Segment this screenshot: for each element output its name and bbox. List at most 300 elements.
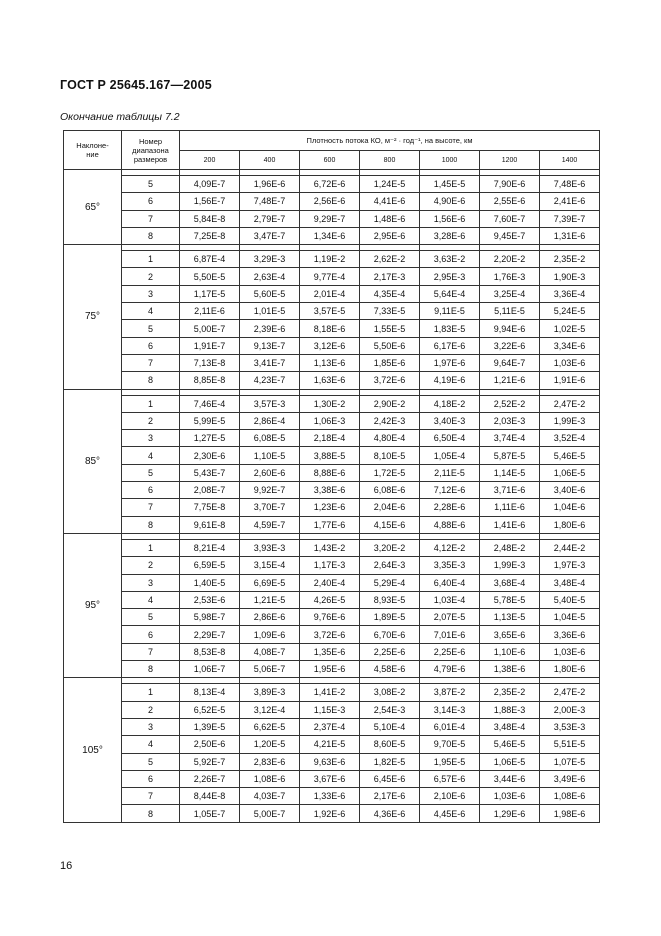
table-row bbox=[64, 661, 600, 678]
density-value-cell: 1,82Е-5 bbox=[360, 753, 420, 770]
density-value-cell: 4,88Е-6 bbox=[420, 516, 480, 533]
size-range-cell: 6 bbox=[122, 337, 180, 354]
density-value-cell: 1,11Е-6 bbox=[480, 499, 540, 516]
inclination-cell: 85° bbox=[64, 389, 122, 533]
density-value-cell: 2,90Е-2 bbox=[360, 395, 420, 412]
table-row bbox=[64, 718, 600, 735]
density-value-cell: 4,19Е-6 bbox=[420, 372, 480, 389]
density-value-cell: 1,34Е-6 bbox=[300, 227, 360, 244]
size-range-cell: 1 bbox=[122, 395, 180, 412]
density-value-cell: 1,99Е-3 bbox=[540, 412, 600, 429]
density-value-cell: 1,41Е-6 bbox=[480, 516, 540, 533]
density-value-cell: 5,98Е-7 bbox=[180, 609, 240, 626]
density-value-cell: 3,29Е-3 bbox=[240, 251, 300, 268]
inclination-cell: 95° bbox=[64, 533, 122, 677]
table-row bbox=[64, 539, 600, 556]
density-value-cell: 1,13Е-5 bbox=[480, 609, 540, 626]
density-value-cell: 1,20Е-5 bbox=[240, 736, 300, 753]
density-value-cell: 2,00Е-3 bbox=[540, 701, 600, 718]
density-value-cell: 4,15Е-6 bbox=[360, 516, 420, 533]
density-value-cell: 2,56Е-6 bbox=[300, 193, 360, 210]
density-value-cell: 7,25Е-8 bbox=[180, 227, 240, 244]
density-value-cell: 1,21Е-5 bbox=[240, 591, 300, 608]
density-value-cell: 2,60Е-6 bbox=[240, 464, 300, 481]
table-row bbox=[64, 354, 600, 371]
density-value-cell: 3,71Е-6 bbox=[480, 482, 540, 499]
density-value-cell: 3,53Е-3 bbox=[540, 718, 600, 735]
density-value-cell: 5,00Е-7 bbox=[180, 320, 240, 337]
size-range-cell: 4 bbox=[122, 447, 180, 464]
table-row bbox=[64, 210, 600, 227]
density-value-cell: 1,63Е-6 bbox=[300, 372, 360, 389]
table-row bbox=[64, 193, 600, 210]
density-value-cell: 9,11Е-5 bbox=[420, 303, 480, 320]
density-value-cell: 1,04Е-5 bbox=[540, 609, 600, 626]
size-range-cell: 2 bbox=[122, 701, 180, 718]
density-value-cell: 1,17Е-3 bbox=[300, 557, 360, 574]
density-value-cell: 2,47Е-2 bbox=[540, 395, 600, 412]
density-value-cell: 1,23Е-6 bbox=[300, 499, 360, 516]
density-value-cell: 1,21Е-6 bbox=[480, 372, 540, 389]
density-value-cell: 6,62Е-5 bbox=[240, 718, 300, 735]
size-range-header: Номер диапазона размеров bbox=[122, 131, 180, 170]
density-value-cell: 3,20Е-2 bbox=[360, 539, 420, 556]
density-value-cell: 6,08Е-6 bbox=[360, 482, 420, 499]
size-range-cell: 6 bbox=[122, 482, 180, 499]
altitude-header: 200 bbox=[180, 151, 240, 170]
density-value-cell: 4,23Е-7 bbox=[240, 372, 300, 389]
density-value-cell: 7,01Е-6 bbox=[420, 626, 480, 643]
density-value-cell: 1,90Е-3 bbox=[540, 268, 600, 285]
density-value-cell: 1,03Е-6 bbox=[540, 354, 600, 371]
density-value-cell: 1,09Е-6 bbox=[240, 626, 300, 643]
density-value-cell: 4,41Е-6 bbox=[360, 193, 420, 210]
size-range-cell: 3 bbox=[122, 430, 180, 447]
table-row bbox=[64, 499, 600, 516]
density-value-cell: 3,12Е-6 bbox=[300, 337, 360, 354]
table-row bbox=[64, 557, 600, 574]
density-value-cell: 5,10Е-4 bbox=[360, 718, 420, 735]
density-value-cell: 4,59Е-7 bbox=[240, 516, 300, 533]
table-row bbox=[64, 430, 600, 447]
density-value-cell: 1,24Е-5 bbox=[360, 176, 420, 193]
density-value-cell: 6,45Е-6 bbox=[360, 770, 420, 787]
density-value-cell: 4,36Е-6 bbox=[360, 805, 420, 822]
density-value-cell: 3,48Е-4 bbox=[480, 718, 540, 735]
density-value-cell: 3,25Е-4 bbox=[480, 285, 540, 302]
density-value-cell: 1,10Е-5 bbox=[240, 447, 300, 464]
density-value-cell: 3,47Е-7 bbox=[240, 227, 300, 244]
density-value-cell: 9,13Е-7 bbox=[240, 337, 300, 354]
density-value-cell: 1,91Е-6 bbox=[540, 372, 600, 389]
density-value-cell: 6,69Е-5 bbox=[240, 574, 300, 591]
size-range-cell: 5 bbox=[122, 320, 180, 337]
table-row bbox=[64, 395, 600, 412]
density-value-cell: 1,30Е-2 bbox=[300, 395, 360, 412]
density-value-cell: 2,54Е-3 bbox=[360, 701, 420, 718]
inclination-cell: 75° bbox=[64, 245, 122, 389]
size-range-cell: 3 bbox=[122, 574, 180, 591]
size-range-cell: 5 bbox=[122, 464, 180, 481]
size-range-cell: 8 bbox=[122, 372, 180, 389]
density-value-cell: 1,07Е-5 bbox=[540, 753, 600, 770]
density-value-cell: 9,29Е-7 bbox=[300, 210, 360, 227]
density-value-cell: 3,93Е-3 bbox=[240, 539, 300, 556]
density-value-cell: 2,08Е-7 bbox=[180, 482, 240, 499]
altitude-header: 1200 bbox=[480, 151, 540, 170]
altitude-header: 600 bbox=[300, 151, 360, 170]
size-range-cell: 7 bbox=[122, 643, 180, 660]
density-value-cell: 1,56Е-6 bbox=[420, 210, 480, 227]
density-value-cell: 2,25Е-6 bbox=[420, 643, 480, 660]
density-value-cell: 4,03Е-7 bbox=[240, 788, 300, 805]
density-value-cell: 2,40Е-4 bbox=[300, 574, 360, 591]
document-title: ГОСТ Р 25645.167—2005 bbox=[60, 78, 212, 92]
density-value-cell: 7,39Е-7 bbox=[540, 210, 600, 227]
density-value-cell: 6,08Е-5 bbox=[240, 430, 300, 447]
density-value-cell: 5,78Е-5 bbox=[480, 591, 540, 608]
density-value-cell: 5,87Е-5 bbox=[480, 447, 540, 464]
density-value-cell: 2,52Е-2 bbox=[480, 395, 540, 412]
density-value-cell: 3,28Е-6 bbox=[420, 227, 480, 244]
density-value-cell: 1,55Е-5 bbox=[360, 320, 420, 337]
inclination-header: Наклоне- ние bbox=[64, 131, 122, 170]
density-value-cell: 3,48Е-4 bbox=[540, 574, 600, 591]
density-value-cell: 2,07Е-5 bbox=[420, 609, 480, 626]
density-value-cell: 8,53Е-8 bbox=[180, 643, 240, 660]
density-value-cell: 5,40Е-5 bbox=[540, 591, 600, 608]
table-row bbox=[64, 285, 600, 302]
density-value-cell: 9,64Е-7 bbox=[480, 354, 540, 371]
density-value-cell: 6,87Е-4 bbox=[180, 251, 240, 268]
density-value-cell: 5,24Е-5 bbox=[540, 303, 600, 320]
density-value-cell: 9,94Е-6 bbox=[480, 320, 540, 337]
density-value-cell: 3,89Е-3 bbox=[240, 684, 300, 701]
size-range-cell: 6 bbox=[122, 193, 180, 210]
density-value-cell: 1,08Е-6 bbox=[240, 770, 300, 787]
density-value-cell: 2,86Е-4 bbox=[240, 412, 300, 429]
density-value-cell: 5,51Е-5 bbox=[540, 736, 600, 753]
density-value-cell: 3,36Е-6 bbox=[540, 626, 600, 643]
density-value-cell: 2,50Е-6 bbox=[180, 736, 240, 753]
density-value-cell: 1,15Е-3 bbox=[300, 701, 360, 718]
altitude-header: 800 bbox=[360, 151, 420, 170]
density-value-cell: 1,89Е-5 bbox=[360, 609, 420, 626]
density-value-cell: 1,29Е-6 bbox=[480, 805, 540, 822]
density-value-cell: 8,13Е-4 bbox=[180, 684, 240, 701]
density-value-cell: 2,35Е-2 bbox=[480, 684, 540, 701]
size-range-cell: 3 bbox=[122, 285, 180, 302]
density-value-cell: 3,12Е-4 bbox=[240, 701, 300, 718]
density-value-cell: 5,46Е-5 bbox=[480, 736, 540, 753]
density-value-cell: 2,63Е-4 bbox=[240, 268, 300, 285]
density-value-cell: 1,77Е-6 bbox=[300, 516, 360, 533]
density-value-cell: 4,45Е-6 bbox=[420, 805, 480, 822]
density-value-cell: 5,64Е-4 bbox=[420, 285, 480, 302]
density-value-cell: 1,85Е-6 bbox=[360, 354, 420, 371]
table-row bbox=[64, 609, 600, 626]
density-header: Плотность потока КО, м⁻² · год⁻¹, на высоте, км bbox=[180, 131, 600, 151]
density-value-cell: 4,21Е-5 bbox=[300, 736, 360, 753]
density-value-cell: 7,75Е-8 bbox=[180, 499, 240, 516]
density-value-cell: 1,06Е-3 bbox=[300, 412, 360, 429]
density-value-cell: 8,88Е-6 bbox=[300, 464, 360, 481]
density-value-cell: 3,52Е-4 bbox=[540, 430, 600, 447]
density-value-cell: 6,70Е-6 bbox=[360, 626, 420, 643]
density-value-cell: 1,03Е-6 bbox=[480, 788, 540, 805]
density-value-cell: 5,00Е-7 bbox=[240, 805, 300, 822]
density-value-cell: 3,14Е-3 bbox=[420, 701, 480, 718]
density-value-cell: 5,84Е-8 bbox=[180, 210, 240, 227]
flux-density-table bbox=[63, 130, 600, 823]
size-range-cell: 2 bbox=[122, 268, 180, 285]
density-value-cell: 4,26Е-5 bbox=[300, 591, 360, 608]
size-range-cell: 6 bbox=[122, 626, 180, 643]
density-value-cell: 8,85Е-8 bbox=[180, 372, 240, 389]
size-range-cell: 5 bbox=[122, 176, 180, 193]
density-value-cell: 8,18Е-6 bbox=[300, 320, 360, 337]
density-value-cell: 1,04Е-6 bbox=[540, 499, 600, 516]
density-value-cell: 9,70Е-5 bbox=[420, 736, 480, 753]
table-row bbox=[64, 464, 600, 481]
table-row bbox=[64, 447, 600, 464]
table-row bbox=[64, 227, 600, 244]
density-value-cell: 1,48Е-6 bbox=[360, 210, 420, 227]
size-range-cell: 7 bbox=[122, 499, 180, 516]
table-row bbox=[64, 684, 600, 701]
table-row bbox=[64, 753, 600, 770]
size-range-cell: 3 bbox=[122, 718, 180, 735]
density-value-cell: 1,19Е-2 bbox=[300, 251, 360, 268]
size-range-cell: 8 bbox=[122, 516, 180, 533]
density-value-cell: 3,41Е-7 bbox=[240, 354, 300, 371]
density-value-cell: 4,90Е-6 bbox=[420, 193, 480, 210]
density-value-cell: 2,11Е-6 bbox=[180, 303, 240, 320]
table-row bbox=[64, 482, 600, 499]
density-value-cell: 8,44Е-8 bbox=[180, 788, 240, 805]
altitude-header: 400 bbox=[240, 151, 300, 170]
table-row bbox=[64, 516, 600, 533]
density-value-cell: 6,01Е-4 bbox=[420, 718, 480, 735]
density-value-cell: 2,20Е-2 bbox=[480, 251, 540, 268]
size-range-cell: 4 bbox=[122, 303, 180, 320]
density-value-cell: 1,38Е-6 bbox=[480, 661, 540, 678]
table-row bbox=[64, 736, 600, 753]
size-range-cell: 5 bbox=[122, 753, 180, 770]
density-value-cell: 4,35Е-4 bbox=[360, 285, 420, 302]
density-value-cell: 1,72Е-5 bbox=[360, 464, 420, 481]
density-value-cell: 2,04Е-6 bbox=[360, 499, 420, 516]
density-value-cell: 1,05Е-7 bbox=[180, 805, 240, 822]
size-range-cell: 7 bbox=[122, 210, 180, 227]
density-value-cell: 9,76Е-6 bbox=[300, 609, 360, 626]
density-value-cell: 2,03Е-3 bbox=[480, 412, 540, 429]
density-value-cell: 9,45Е-7 bbox=[480, 227, 540, 244]
density-value-cell: 1,92Е-6 bbox=[300, 805, 360, 822]
density-value-cell: 1,08Е-6 bbox=[540, 788, 600, 805]
density-value-cell: 1,41Е-2 bbox=[300, 684, 360, 701]
table-row bbox=[64, 805, 600, 822]
density-value-cell: 2,17Е-6 bbox=[360, 788, 420, 805]
density-value-cell: 3,40Е-3 bbox=[420, 412, 480, 429]
size-range-cell: 6 bbox=[122, 770, 180, 787]
density-value-cell: 3,70Е-7 bbox=[240, 499, 300, 516]
density-value-cell: 1,99Е-3 bbox=[480, 557, 540, 574]
size-range-cell: 8 bbox=[122, 661, 180, 678]
density-value-cell: 4,12Е-2 bbox=[420, 539, 480, 556]
density-value-cell: 1,95Е-5 bbox=[420, 753, 480, 770]
density-value-cell: 1,03Е-6 bbox=[540, 643, 600, 660]
altitude-header: 1000 bbox=[420, 151, 480, 170]
density-value-cell: 7,12Е-6 bbox=[420, 482, 480, 499]
density-value-cell: 3,72Е-6 bbox=[300, 626, 360, 643]
density-value-cell: 3,49Е-6 bbox=[540, 770, 600, 787]
density-value-cell: 6,40Е-4 bbox=[420, 574, 480, 591]
page-number: 16 bbox=[60, 860, 73, 872]
altitude-header: 1400 bbox=[540, 151, 600, 170]
table-row bbox=[64, 303, 600, 320]
density-value-cell: 2,17Е-3 bbox=[360, 268, 420, 285]
table-caption: Окончание таблицы 7.2 bbox=[60, 111, 180, 123]
density-value-cell: 2,55Е-6 bbox=[480, 193, 540, 210]
table-row bbox=[64, 176, 600, 193]
density-value-cell: 2,83Е-6 bbox=[240, 753, 300, 770]
density-value-cell: 6,52Е-5 bbox=[180, 701, 240, 718]
density-value-cell: 1,76Е-3 bbox=[480, 268, 540, 285]
density-value-cell: 2,44Е-2 bbox=[540, 539, 600, 556]
density-value-cell: 1,33Е-6 bbox=[300, 788, 360, 805]
density-value-cell: 2,79Е-7 bbox=[240, 210, 300, 227]
density-value-cell: 3,35Е-3 bbox=[420, 557, 480, 574]
inclination-cell: 65° bbox=[64, 170, 122, 245]
density-value-cell: 2,10Е-6 bbox=[420, 788, 480, 805]
size-range-cell: 1 bbox=[122, 539, 180, 556]
density-value-cell: 1,98Е-6 bbox=[540, 805, 600, 822]
density-value-cell: 3,88Е-5 bbox=[300, 447, 360, 464]
density-value-cell: 3,44Е-6 bbox=[480, 770, 540, 787]
table-row bbox=[64, 268, 600, 285]
density-value-cell: 5,50Е-6 bbox=[360, 337, 420, 354]
density-value-cell: 9,61Е-8 bbox=[180, 516, 240, 533]
density-value-cell: 7,48Е-7 bbox=[240, 193, 300, 210]
density-value-cell: 1,40Е-5 bbox=[180, 574, 240, 591]
density-value-cell: 6,59Е-5 bbox=[180, 557, 240, 574]
density-value-cell: 2,11Е-5 bbox=[420, 464, 480, 481]
density-value-cell: 5,29Е-4 bbox=[360, 574, 420, 591]
density-value-cell: 7,46Е-4 bbox=[180, 395, 240, 412]
density-value-cell: 2,39Е-6 bbox=[240, 320, 300, 337]
density-value-cell: 1,45Е-5 bbox=[420, 176, 480, 193]
density-value-cell: 1,13Е-6 bbox=[300, 354, 360, 371]
table-row bbox=[64, 701, 600, 718]
density-value-cell: 2,25Е-6 bbox=[360, 643, 420, 660]
inclination-cell: 105° bbox=[64, 678, 122, 822]
density-value-cell: 8,93Е-5 bbox=[360, 591, 420, 608]
density-value-cell: 2,29Е-7 bbox=[180, 626, 240, 643]
table-row bbox=[64, 412, 600, 429]
density-value-cell: 3,40Е-6 bbox=[540, 482, 600, 499]
density-value-cell: 1,80Е-6 bbox=[540, 516, 600, 533]
density-value-cell: 9,63Е-6 bbox=[300, 753, 360, 770]
size-range-cell: 4 bbox=[122, 736, 180, 753]
density-value-cell: 2,48Е-2 bbox=[480, 539, 540, 556]
density-value-cell: 1,10Е-6 bbox=[480, 643, 540, 660]
density-value-cell: 5,60Е-5 bbox=[240, 285, 300, 302]
density-value-cell: 2,64Е-3 bbox=[360, 557, 420, 574]
density-value-cell: 8,21Е-4 bbox=[180, 539, 240, 556]
size-range-cell: 4 bbox=[122, 591, 180, 608]
density-value-cell: 2,62Е-2 bbox=[360, 251, 420, 268]
size-range-cell: 2 bbox=[122, 557, 180, 574]
density-value-cell: 1,17Е-5 bbox=[180, 285, 240, 302]
density-value-cell: 2,42Е-3 bbox=[360, 412, 420, 429]
table-row bbox=[64, 626, 600, 643]
density-value-cell: 6,50Е-4 bbox=[420, 430, 480, 447]
density-value-cell: 2,26Е-7 bbox=[180, 770, 240, 787]
density-value-cell: 2,41Е-6 bbox=[540, 193, 600, 210]
table-row bbox=[64, 643, 600, 660]
density-value-cell: 1,97Е-6 bbox=[420, 354, 480, 371]
density-value-cell: 3,57Е-5 bbox=[300, 303, 360, 320]
density-value-cell: 1,05Е-4 bbox=[420, 447, 480, 464]
density-value-cell: 1,88Е-3 bbox=[480, 701, 540, 718]
density-value-cell: 2,95Е-3 bbox=[420, 268, 480, 285]
size-range-cell: 8 bbox=[122, 227, 180, 244]
density-value-cell: 1,43Е-2 bbox=[300, 539, 360, 556]
density-value-cell: 3,36Е-4 bbox=[540, 285, 600, 302]
density-value-cell: 5,06Е-7 bbox=[240, 661, 300, 678]
density-value-cell: 8,60Е-5 bbox=[360, 736, 420, 753]
density-value-cell: 3,74Е-4 bbox=[480, 430, 540, 447]
density-value-cell: 2,86Е-6 bbox=[240, 609, 300, 626]
table-row bbox=[64, 372, 600, 389]
density-value-cell: 2,35Е-2 bbox=[540, 251, 600, 268]
density-value-cell: 4,79Е-6 bbox=[420, 661, 480, 678]
table-row bbox=[64, 574, 600, 591]
density-value-cell: 3,08Е-2 bbox=[360, 684, 420, 701]
density-value-cell: 1,95Е-6 bbox=[300, 661, 360, 678]
density-value-cell: 1,06Е-7 bbox=[180, 661, 240, 678]
size-range-cell: 7 bbox=[122, 788, 180, 805]
density-value-cell: 1,31Е-6 bbox=[540, 227, 600, 244]
density-value-cell: 7,90Е-6 bbox=[480, 176, 540, 193]
size-range-cell: 5 bbox=[122, 609, 180, 626]
density-value-cell: 5,92Е-7 bbox=[180, 753, 240, 770]
density-value-cell: 3,34Е-6 bbox=[540, 337, 600, 354]
density-value-cell: 5,11Е-5 bbox=[480, 303, 540, 320]
table-row bbox=[64, 770, 600, 787]
density-value-cell: 3,15Е-4 bbox=[240, 557, 300, 574]
density-value-cell: 1,06Е-5 bbox=[480, 753, 540, 770]
density-value-cell: 2,95Е-6 bbox=[360, 227, 420, 244]
table-row bbox=[64, 337, 600, 354]
density-value-cell: 5,46Е-5 bbox=[540, 447, 600, 464]
density-value-cell: 9,77Е-4 bbox=[300, 268, 360, 285]
density-value-cell: 1,06Е-5 bbox=[540, 464, 600, 481]
density-value-cell: 2,37Е-4 bbox=[300, 718, 360, 735]
density-value-cell: 1,91Е-7 bbox=[180, 337, 240, 354]
density-value-cell: 2,18Е-4 bbox=[300, 430, 360, 447]
density-value-cell: 4,80Е-4 bbox=[360, 430, 420, 447]
density-value-cell: 3,87Е-2 bbox=[420, 684, 480, 701]
density-value-cell: 8,10Е-5 bbox=[360, 447, 420, 464]
density-value-cell: 3,68Е-4 bbox=[480, 574, 540, 591]
size-range-cell: 2 bbox=[122, 412, 180, 429]
density-value-cell: 1,02Е-5 bbox=[540, 320, 600, 337]
density-value-cell: 3,67Е-6 bbox=[300, 770, 360, 787]
size-range-cell: 1 bbox=[122, 251, 180, 268]
size-range-cell: 7 bbox=[122, 354, 180, 371]
